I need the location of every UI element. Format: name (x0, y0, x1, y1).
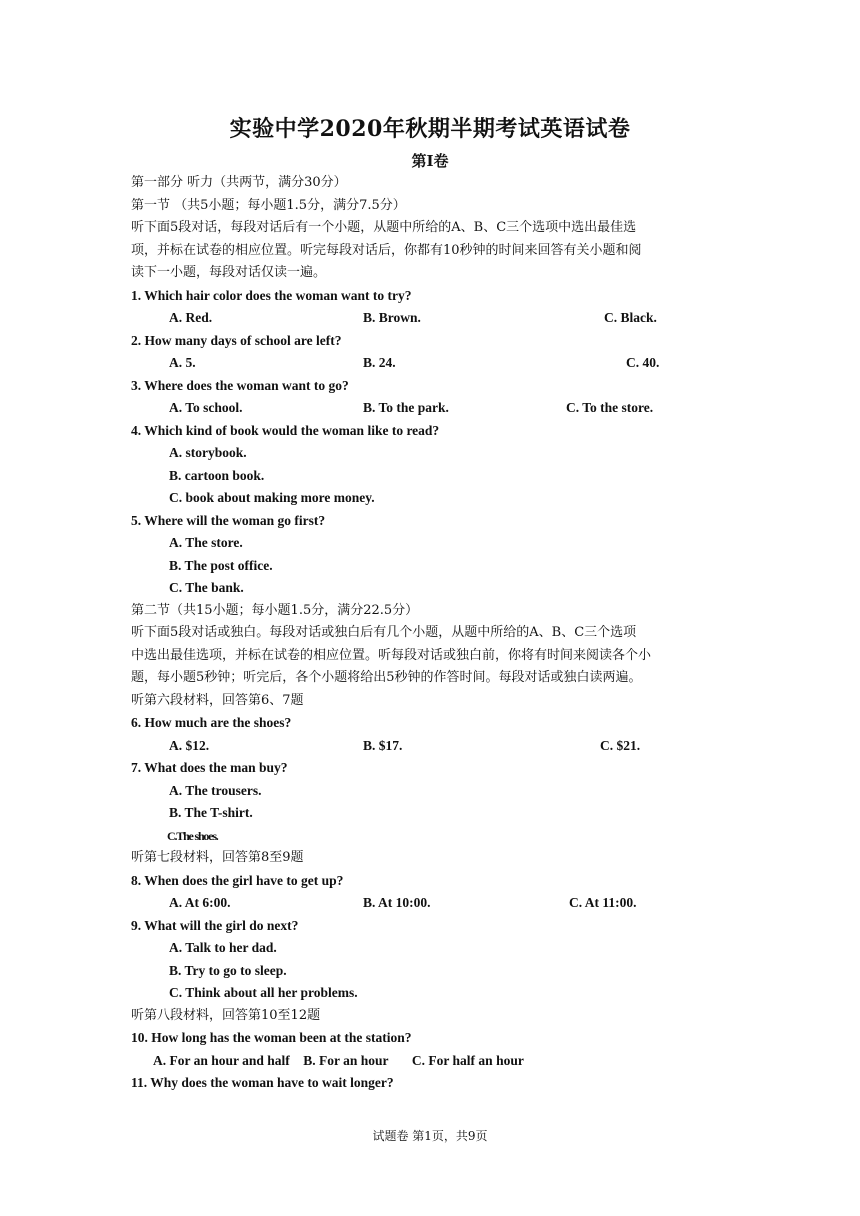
option-a: A. Talk to her dad. (169, 940, 277, 955)
option-b: B. 24. (363, 355, 396, 370)
option-a: A. Red. (169, 310, 213, 325)
option-c: C. At 11:00. (569, 895, 637, 910)
question-stem: 4. Which kind of book would the woman like to read? (131, 422, 440, 438)
option-row (131, 487, 731, 510)
question-stem: 8. When does the girl have to get up? (131, 872, 344, 888)
option-row (131, 465, 731, 488)
option-b: B. The T-shirt. (169, 805, 253, 820)
instruction-line: 题，每小题5秒钟；听完后，各个小题将给出5秒钟的作答时间。每段对话或独白读两遍。 (131, 670, 642, 685)
option-c: C. Think about all her problems. (169, 985, 358, 1000)
question-stem: 7. What does the man buy? (131, 760, 288, 775)
question-stem: 5. Where will the woman go first? (131, 512, 326, 528)
question-stem: 11. Why does the woman have to wait longer? (131, 1075, 394, 1090)
option-row (131, 802, 731, 825)
instruction-line: 中选出最佳选项，并标在试卷的相应位置。听每段对话或独白前，你将有时间来阅读各个小 (131, 647, 652, 663)
option-row (131, 892, 731, 915)
option-row (131, 735, 731, 758)
option-a: A. To school. (169, 400, 243, 415)
option-c: C. The bank. (169, 580, 244, 595)
option-row (131, 555, 731, 578)
option-c: C. book about making more money. (169, 490, 375, 505)
option-row (131, 780, 731, 803)
option-a: A. 5. (169, 355, 196, 370)
volume-heading: 第Ⅰ卷 (411, 152, 449, 170)
option-a: A. At 6:00. (169, 895, 231, 910)
option-c: C.The shoes. (167, 828, 218, 843)
option-row (131, 825, 731, 848)
option-c: C. $21. (600, 737, 641, 753)
question-stem: 2. How many days of school are left? (131, 332, 342, 348)
material-note: 听第六段材料，回答第6、7题 (131, 692, 304, 708)
option-list: A. For an hour and half B. For an hour C. For half an hour (153, 1052, 524, 1068)
page-footer: 试题卷 第1页，共9页 (372, 1129, 488, 1143)
option-row (131, 532, 731, 555)
instruction-line: 读下一小题，每段对话仅读一遍。 (131, 265, 327, 280)
material-note: 听第八段材料，回答第10至12题 (131, 1007, 321, 1023)
section-heading: 第二节（共15小题；每小题1.5分，满分22.5分） (131, 602, 419, 618)
option-a: A. The store. (169, 535, 243, 550)
exam-title: 实验中学2020年秋期半期考试英语试卷 (229, 116, 631, 142)
section-heading: 第一节 （共5小题；每小题1.5分，满分7.5分） (131, 197, 406, 213)
question-stem: 10. How long has the woman been at the station? (131, 1030, 412, 1045)
option-b: B. At 10:00. (363, 895, 431, 910)
option-b: B. To the park. (363, 400, 449, 415)
instruction-line: 听下面5段对话或独白。每段对话或独白后有几个小题，从题中所给的A、B、C三个选项 (131, 625, 637, 640)
option-row (131, 307, 731, 330)
option-b: B. The post office. (169, 557, 273, 573)
exam-content (131, 172, 731, 1095)
option-row (131, 577, 731, 600)
option-a: A. $12. (169, 737, 210, 753)
option-row (131, 442, 731, 465)
option-row (131, 982, 731, 1005)
option-row (131, 1050, 731, 1073)
option-a: A. storybook. (169, 445, 247, 460)
option-row (131, 960, 731, 983)
question-stem: 3. Where does the woman want to go? (131, 377, 349, 393)
option-row (131, 397, 731, 420)
part-heading: 第一部分 听力（共两节，满分30分） (131, 175, 347, 190)
question-stem: 6. How much are the shoes? (131, 715, 292, 730)
question-stem: 9. What will the girl do next? (131, 917, 299, 933)
option-b: B. $17. (363, 737, 403, 753)
instruction-line: 听下面5段对话，每段对话后有一个小题，从题中所给的A、B、C三个选项中选出最佳选 (131, 220, 637, 235)
question-stem: 1. Which hair color does the woman want to try? (131, 287, 412, 303)
material-note: 听第七段材料，回答第8至9题 (131, 850, 304, 865)
option-b: B. Try to go to sleep. (169, 962, 287, 978)
instruction-line: 项，并标在试卷的相应位置。听完每段对话后，你都有10秒钟的时间来回答有关小题和阅 (131, 242, 642, 258)
option-c: C. Black. (604, 310, 657, 325)
option-b: B. Brown. (363, 310, 421, 325)
option-a: A. The trousers. (169, 782, 262, 798)
option-b: B. cartoon book. (169, 467, 265, 483)
option-row (131, 937, 731, 960)
option-c: C. To the store. (566, 400, 654, 415)
option-row (131, 352, 731, 375)
option-c: C. 40. (626, 355, 660, 370)
